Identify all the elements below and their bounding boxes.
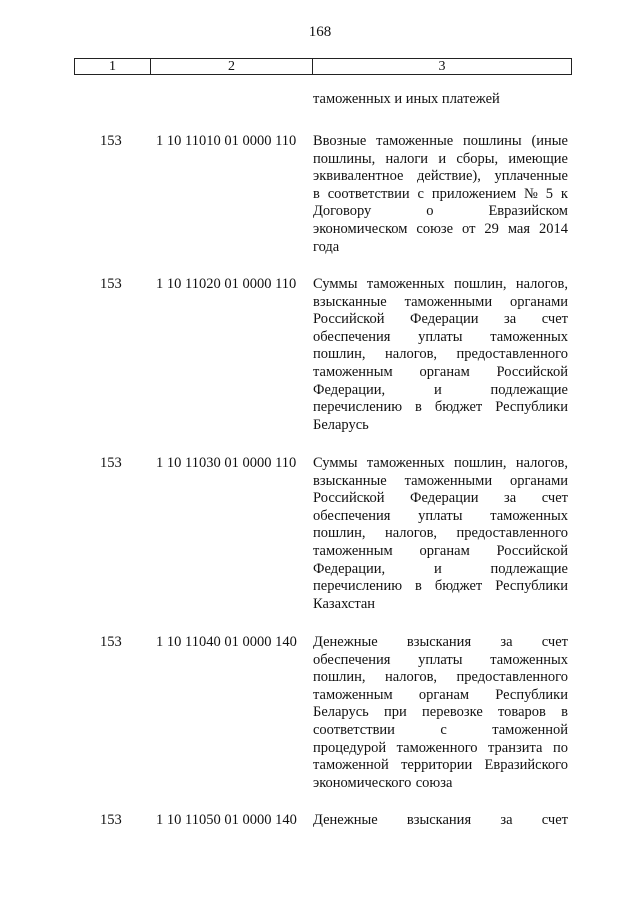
description-line: в соответствии с приложением № 5 к: [313, 185, 568, 202]
description-line: экономическом союзе от 29 мая 2014: [313, 220, 568, 237]
description-line: пошлин, налогов, предоставленного: [313, 346, 568, 363]
description-line: экономического союза: [313, 774, 453, 791]
description-line: Федерации, и подлежащие: [313, 381, 568, 398]
row-code: 153: [100, 455, 122, 471]
description-line: года: [313, 238, 340, 255]
row-description: [313, 812, 568, 830]
description-line: процедурой таможенного транзита по: [313, 739, 568, 756]
row-description: [313, 276, 568, 434]
row-description: [313, 133, 568, 256]
description-line: Беларусь при перевозке товаров в: [313, 704, 568, 721]
header-col-2: 2: [151, 59, 313, 74]
description-line: взысканные таможенными органами: [313, 293, 568, 310]
description-line: перечислению в бюджет Республики: [313, 578, 568, 595]
row-kbk: 1 10 11030 01 0000 110: [156, 455, 297, 471]
description-line: таможенным органам Республики: [313, 686, 568, 703]
description-line: обеспечения уплаты таможенных: [313, 651, 568, 668]
description-line: Беларусь: [313, 416, 369, 433]
description-line: обеспечения уплаты таможенных: [313, 507, 568, 524]
description-line: таможенным органам Российской: [313, 542, 568, 559]
description-line: Российской Федерации за счет: [313, 490, 568, 507]
description-line: Казахстан: [313, 595, 376, 612]
row-kbk: 1 10 11020 01 0000 110: [156, 276, 297, 292]
continuation-text: таможенных и иных платежей: [313, 91, 500, 107]
description-line: пошлин, налогов, предоставленного: [313, 669, 568, 686]
description-line: Денежные взыскания за счет: [313, 812, 568, 828]
description-line: перечислению в бюджет Республики: [313, 399, 568, 416]
page-number: 168: [308, 24, 332, 40]
description-line: Ввозные таможенные пошлины (иные: [313, 133, 568, 149]
description-line: пошлин, налогов, предоставленного: [313, 525, 568, 542]
header-col-1: 1: [75, 59, 151, 74]
description-line: таможенным органам Российской: [313, 363, 568, 380]
row-code: 153: [100, 812, 122, 828]
table-header: [74, 58, 572, 75]
row-code: 153: [100, 276, 122, 292]
row-kbk: 1 10 11010 01 0000 110: [156, 133, 297, 149]
row-code: 153: [100, 133, 122, 149]
description-line: Суммы таможенных пошлин, налогов,: [313, 276, 568, 292]
description-line: обеспечения уплаты таможенных: [313, 328, 568, 345]
description-line: Денежные взыскания за счет: [313, 634, 568, 650]
row-code: 153: [100, 634, 122, 650]
description-line: таможенной территории Евразийского: [313, 757, 568, 774]
row-kbk: 1 10 11050 01 0000 140: [156, 812, 297, 828]
row-kbk: 1 10 11040 01 0000 140: [156, 634, 297, 650]
description-line: соответствии с таможенной: [313, 721, 568, 738]
description-line: Российской Федерации за счет: [313, 311, 568, 328]
description-line: взысканные таможенными органами: [313, 472, 568, 489]
description-line: Договору о Евразийском: [313, 203, 568, 220]
description-line: Федерации, и подлежащие: [313, 560, 568, 577]
description-line: пошлины, налоги и сборы, имеющие: [313, 150, 568, 167]
row-description: [313, 634, 568, 792]
description-line: Суммы таможенных пошлин, налогов,: [313, 455, 568, 471]
row-description: [313, 455, 568, 613]
description-line: эквивалентное действие), уплаченные: [313, 168, 568, 185]
header-col-3: 3: [438, 59, 446, 74]
